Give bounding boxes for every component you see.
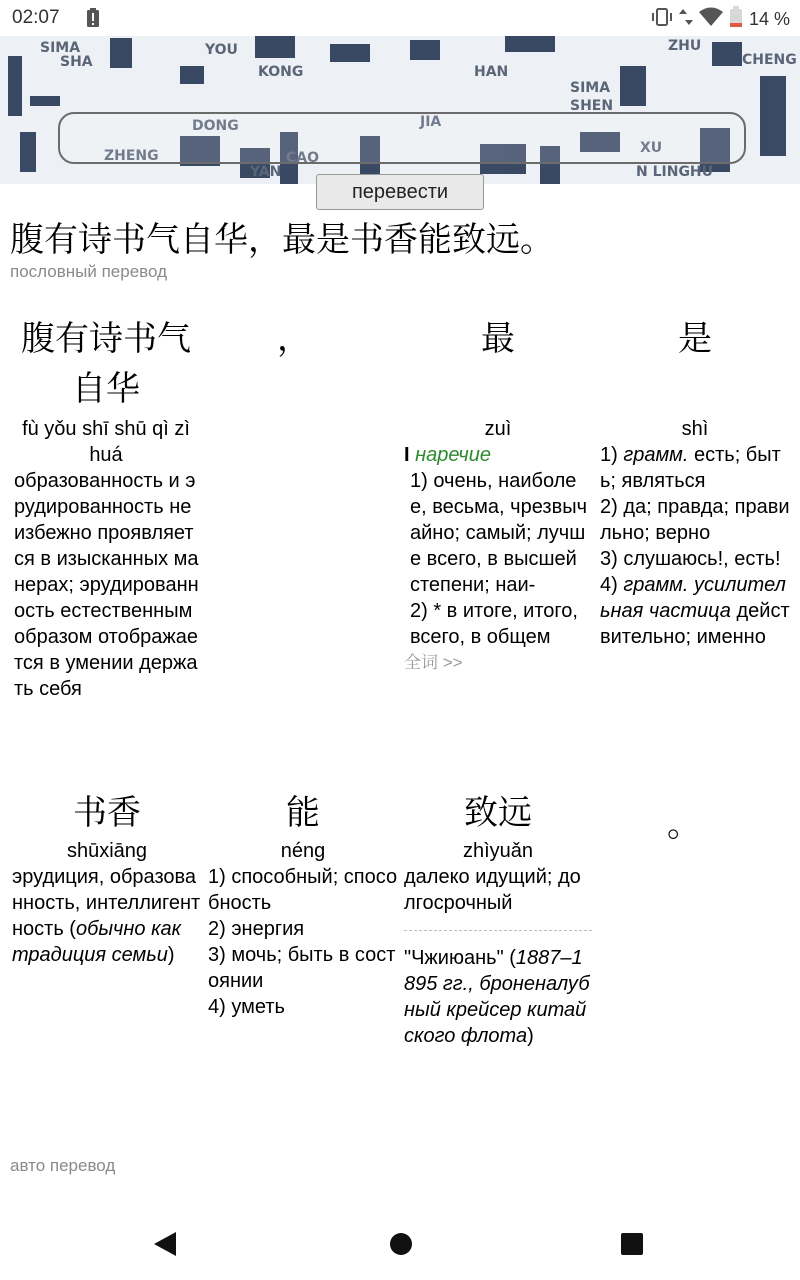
definition-close: ) [527,1025,534,1047]
definition-divider [404,930,592,931]
part-of-speech [404,442,592,468]
banner-word: KONG [258,64,304,80]
banner-word: SIMA [570,80,611,96]
definition-text: эрудиция, образованность, интеллигентность ( [12,866,201,940]
wifi-icon [699,7,723,31]
word-card[interactable] [208,788,398,1020]
sense-text: есть; быть; являться [600,444,781,492]
word-hanzi: 腹有诗书气自华 [21,319,191,409]
definition-close: ) [167,944,175,966]
translate-button[interactable]: перевести [316,174,484,210]
banner-word: HAN [474,64,509,80]
pos-numeral: I [404,444,410,466]
banner-word: SIMA [40,40,81,56]
word-hanzi: 书香 [73,793,141,833]
banner-word: SHEN [570,98,614,114]
status-time: 02:07 [12,7,60,28]
pos-label: наречие [415,444,491,466]
data-arrows-icon [679,7,693,31]
back-triangle-icon[interactable] [152,1230,178,1262]
banner-word: CHENG [742,52,797,68]
word-hanzi: 。 [667,805,701,845]
sense-number: 4) [600,574,624,596]
definition-text: "Чжиюань" ( [404,947,516,969]
word-hanzi: 能 [286,793,320,833]
banner-word: YOU [205,42,238,58]
word-definition [12,864,202,968]
word-sense: 2) * в итоге, итого, всего, в общем [410,600,578,648]
banner-word: XU [640,140,663,156]
word-sense [600,442,790,494]
word-pinyin: zuì [484,418,512,440]
full-word-link[interactable]: 全词 >> [404,653,463,672]
search-input[interactable] [58,112,746,164]
word-card[interactable] [10,314,202,702]
banner-word: SHA [60,54,93,70]
word-sense: 2) да; правда; правильно; верно [600,496,790,544]
status-bar [0,0,800,36]
banner-word: JIA [420,114,442,130]
home-circle-icon[interactable] [388,1230,414,1262]
battery-percent: 14 % [748,8,790,29]
navigation-bar [0,1212,800,1280]
word-hanzi: ， [277,319,311,359]
word-sense [600,572,790,650]
word-card[interactable] [12,788,202,968]
word-hanzi: 致远 [464,793,532,833]
banner-word: DONG [192,118,239,134]
word-pinyin: fù yǒu shī shū qì zì huá [22,418,190,466]
banner-word: N LINGHU [636,164,714,180]
sense-number: 1) [600,444,624,466]
word-pinyin: shì [681,418,709,440]
word-card[interactable] [404,314,592,676]
word-definition [404,945,592,1049]
word-card[interactable] [404,788,592,1049]
usage-note: обычно как традиция семьи [12,918,182,966]
banner-word: YAN [250,164,282,180]
header-banner [0,36,800,203]
punctuation-card [202,314,386,364]
recents-square-icon[interactable] [620,1230,644,1262]
banner-word: ZHENG [104,148,159,164]
word-sense: 3) слушаюсь!, есть! [600,548,781,570]
status-icons [651,6,790,32]
source-sentence: 腹有诗书气自华，最是书香能致远。 [10,220,554,260]
word-hanzi: 最 [481,319,515,359]
literal-translation-label: пословный перевод [10,262,167,281]
auto-translation-label: авто перевод [10,1156,116,1175]
battery-low-icon [729,6,743,32]
punctuation-card [600,800,768,850]
word-pinyin: zhìyuǎn [462,840,534,862]
word-definition: образованность и эрудированность неизбежно проявляется в изысканных манерах; эрудированность естественным образом отображается в умении держать себя [14,470,199,700]
word-hanzi: 是 [678,319,712,359]
vibrate-icon [651,7,673,31]
word-sense: 1) способный; способность [208,866,398,914]
word-pinyin: néng [280,840,326,862]
grammar-note: грамм. усилительная частица [600,574,786,622]
word-pinyin: shūxiāng [66,840,148,862]
grammar-note: грамм. [623,444,689,466]
banner-word: CAO [286,150,320,166]
word-sense: 2) энергия [208,918,305,940]
usage-note: 1887–1895 гг., броненалубный крейсер китайского флота [404,947,590,1047]
battery-alert-icon [86,8,100,32]
word-definition: далеко идущий; долгосрочный [404,866,581,914]
banner-word: ZHU [668,38,702,54]
sense-text: действительно; именно [600,600,790,648]
word-sense: 3) мочь; быть в состоянии [208,944,396,992]
word-sense: 1) очень, наиболее, весьма, чрезвычайно; самый; лучше всего, в высшей степени; наи- [410,470,587,596]
word-sense: 4) уметь [208,996,285,1018]
word-card[interactable] [600,314,790,650]
